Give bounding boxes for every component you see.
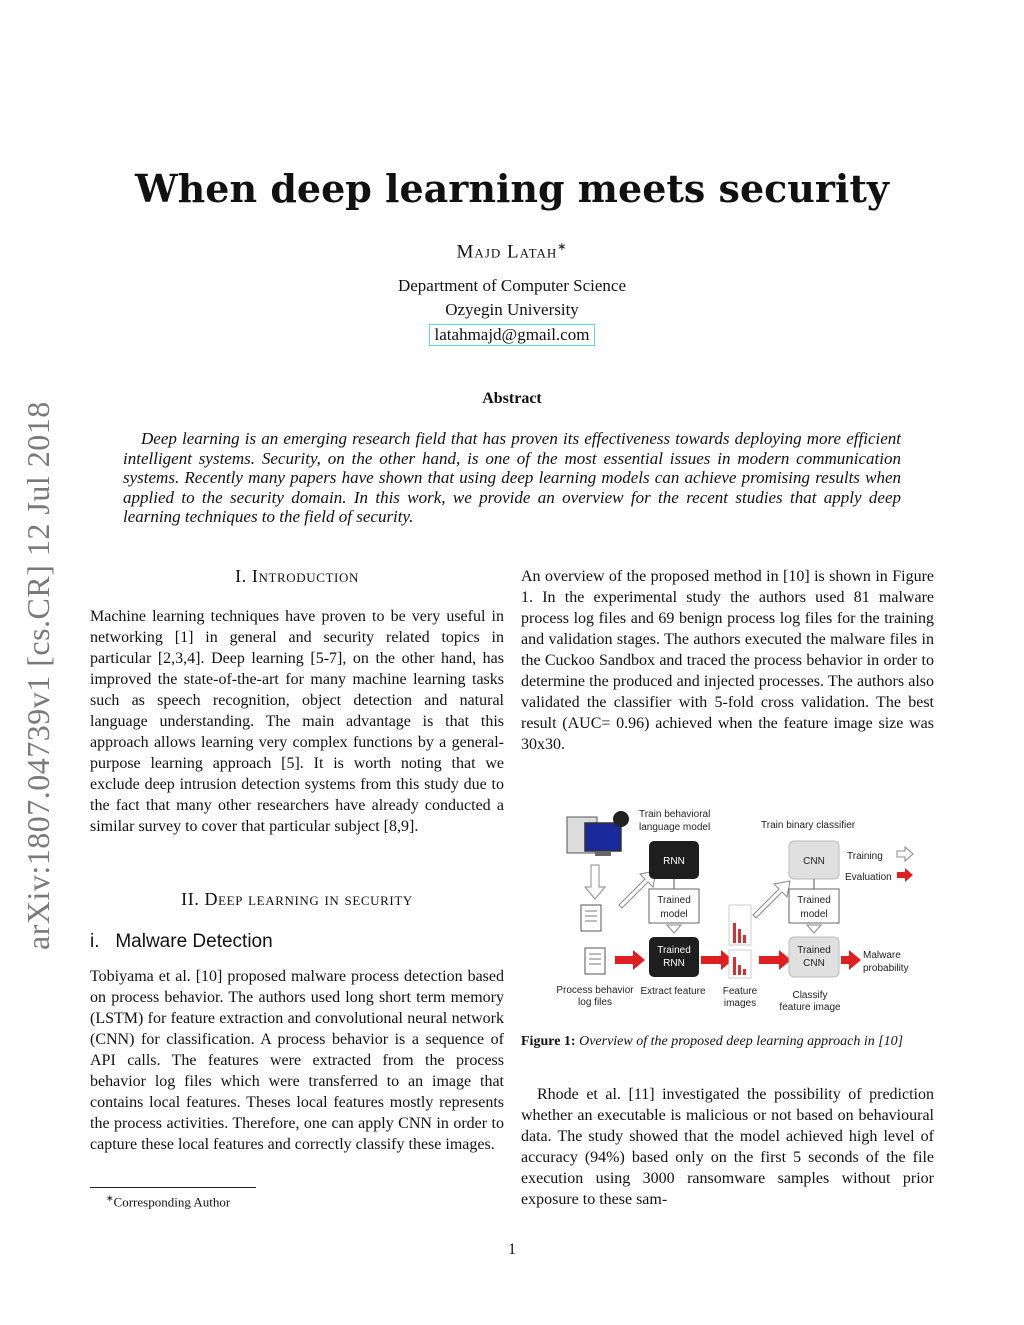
trained-cnn-box bbox=[789, 937, 839, 977]
model-label: model bbox=[800, 909, 828, 920]
abstract-heading: Abstract bbox=[482, 390, 542, 407]
page-number: 1 bbox=[508, 1241, 516, 1258]
trained-rnn-label-1: Trained bbox=[657, 945, 691, 956]
section-heading-introduction: I. Introduction bbox=[235, 566, 359, 586]
legend-evaluation: Evaluation bbox=[845, 872, 892, 883]
section-heading-deep-learning: II. Deep learning in security bbox=[181, 889, 413, 909]
fig-label-images: images bbox=[723, 998, 757, 1009]
trained-rnn-label-2: RNN bbox=[663, 958, 685, 969]
author-footnote-mark: ∗ bbox=[557, 241, 568, 253]
fig-label-train-behavioral: Train behavioral bbox=[639, 809, 711, 820]
down-arrow-icon bbox=[585, 865, 605, 899]
footnote-mark: ∗ bbox=[106, 1193, 114, 1203]
university: Ozyegin University bbox=[445, 300, 579, 319]
footnote-rule bbox=[90, 1187, 256, 1188]
figure-caption-text: Overview of the proposed deep learning approach in [10] bbox=[579, 1034, 904, 1049]
red-arrow-icon bbox=[615, 950, 645, 970]
legend-training: Training bbox=[847, 851, 883, 862]
department: Department of Computer Science bbox=[397, 276, 626, 295]
author-line bbox=[0, 240, 1024, 263]
red-arrow-icon bbox=[759, 950, 791, 970]
red-arrow-icon bbox=[701, 950, 733, 970]
feature-image-icon bbox=[729, 905, 751, 945]
figure-intro-paragraph: An overview of the proposed method in [10] is shown in Figure 1. In the experimental study the authors used 81 malware process log files and 69 benign process log files for the training and validation stages. The authors executed the malware files in the Cuckoo Sandbox and traced the process behavior in order to determine the produced and injected processes. The authors also validated the classifier with 5-fold cross validation. The best result (AUC= 0.96) achieved when the feature image size was 30x30. bbox=[521, 568, 934, 753]
fig-label-log-files: log files bbox=[578, 997, 612, 1008]
fig-label-probability: probability bbox=[863, 963, 909, 974]
fig-label-feature: Feature bbox=[722, 986, 758, 997]
rhode-paragraph: Rhode et al. [11] investigated the possibility of prediction whether an executable is malicious or not based on behavioural data. The study showed that the model achieved high level of accuracy (94%) based only on the first 5 seconds of the file execution using 3000 ransomware samples without prior exposure to these sam- bbox=[521, 1086, 934, 1208]
footnote-text: Corresponding Author bbox=[113, 1194, 231, 1210]
document-icon bbox=[581, 905, 601, 931]
fig-label-train-binary: Train binary classifier bbox=[761, 820, 856, 831]
rnn-label: RNN bbox=[663, 856, 685, 867]
trained-cnn-label-2: CNN bbox=[803, 958, 825, 969]
footnote bbox=[106, 1193, 230, 1210]
email-link[interactable]: latahmajd@gmail.com bbox=[429, 324, 595, 346]
fig-label-feature-image: feature image bbox=[779, 1002, 841, 1013]
evaluation-arrow-icon bbox=[897, 868, 913, 882]
trained-rnn-box bbox=[649, 937, 699, 977]
subsection-heading-malware: i. Malware Detection bbox=[90, 931, 273, 952]
training-arrow-icon bbox=[897, 847, 913, 861]
author-name: Majd Latah bbox=[456, 241, 558, 263]
abstract-body: Deep learning is an emerging research field that has proven its effectiveness towards deploying more efficient intelligent systems. Security, on the other hand, is one of the most essential issues in modern communication systems. Recently many papers have shown that using deep learning models can achieve promising results when applied to the security domain. In this work, we provide an overview for the recent studies that apply deep learning techniques to the field of security. bbox=[123, 429, 901, 527]
trained-label: Trained bbox=[797, 895, 831, 906]
feature-image-icon bbox=[729, 950, 751, 978]
cnn-label: CNN bbox=[803, 856, 825, 867]
figure-caption bbox=[521, 1034, 941, 1050]
figure-diagram bbox=[545, 805, 955, 1020]
fig-label-process-behavior: Process behavior bbox=[556, 985, 634, 996]
model-label: model bbox=[660, 909, 688, 920]
trained-label: Trained bbox=[657, 895, 691, 906]
diagonal-arrow-icon bbox=[753, 881, 790, 918]
fig-label-extract-feature: Extract feature bbox=[640, 986, 706, 997]
computer-icon bbox=[567, 811, 629, 856]
document-icon bbox=[585, 948, 605, 974]
arxiv-identifier: arXiv:1807.04739v1 [cs.CR] 12 Jul 2018 bbox=[20, 401, 56, 950]
paper-title: When deep learning meets security bbox=[135, 166, 889, 211]
introduction-paragraph: Machine learning techniques have proven to be very useful in networking [1] in general and security related topics in particular [2,3,4]. Deep learning [5-7], on the other hand, has improved the state-of-the-art for many machine learning tasks such as speech recognition, object detection and natural language understanding. The main advantage is that this approach allows learning very complex functions by a general-purpose learning approach [5]. It is worth noting that we exclude deep intrusion detection systems from this study due to the fact that many other researchers have already conducted a similar survey to cover that particular subject [8,9]. bbox=[90, 608, 504, 835]
malware-paragraph: Tobiyama et al. [10] proposed malware process detection based on process behavior. The authors used long short term memory (LSTM) for feature extraction and convolutional neural network (CNN) for classification. A process behavior is a sequence of API calls. The features were extracted from the process behavior log files which were transferred to an image that contains local features. Theses local features mostly represents the process activities. Therefore, one can apply CNN in order to capture these local features and correctly classify these images. bbox=[90, 968, 504, 1153]
fig-label-language-model: language model bbox=[639, 822, 711, 833]
fig-label-classify: Classify bbox=[792, 990, 828, 1001]
trained-cnn-label-1: Trained bbox=[797, 945, 831, 956]
figure-caption-label: Figure 1: bbox=[521, 1034, 576, 1049]
red-arrow-icon bbox=[841, 950, 861, 970]
fig-label-malware: Malware bbox=[863, 950, 901, 961]
